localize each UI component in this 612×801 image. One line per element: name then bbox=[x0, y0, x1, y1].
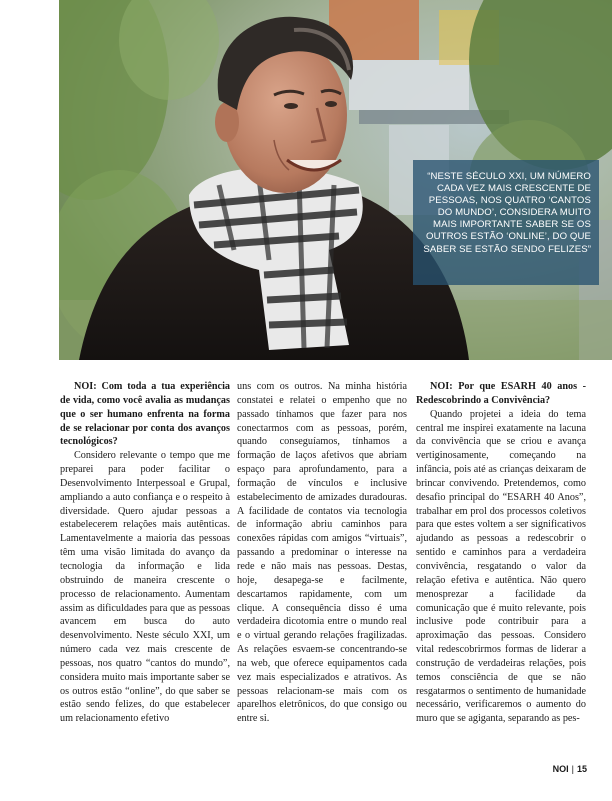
answer-1: Considero relevante o tempo que me preparei para poder facilitar o Desenvolvimento Interpessoal e Grupal, ampliando a auto confiança e o respeito à diversidade. Quero ajudar pessoas a estabelecerem relações mais autênticas. Lamentavelmente a maioria das pessoas têm uma visão limitada do avanço da tecnologia da informação e lida obstruindo de maneira crescente o processo de relacionamento. Aumentam assim as dificuldades para que as pessoas avancem em busca do auto desenvolvimento. Neste século XXI, um número cada vez mais crescente de pessoas, nos quatro “cantos do mundo”, considera muito mais importante saber se os outros estão “online”, do que saber se estão sendo felizes, do que estabelecer um relacionamento efetivo bbox=[60, 450, 230, 725]
answer-2: Quando projetei a ideia do tema central me inspirei exatamente na lacuna da convivência que se criou e avança vertiginosamente, começando na infância, pois até as crianças deixaram de brincar convivendo. Pretendemos, como desafio principal do “ESARH 40 Anos”, trabalhar em prol dos processos coletivos para que estes voltem a ser significativos ajudando as pessoas a redescobrir o sentido e caminhos para a verdadeira convivência, resgatando o valor da relação efetiva e autêntica. Não quero menosprezar a facilidade da comunicação que é muito relevante, pois inclusive pode contribuir para a aproximação das pessoas. Considero vital redescobrirmos formas de liderar a construção de verdadeiras relações, pois temos consciência de que se não resgatarmos o sentimento de humanidade necessário, verificaremos o aumento do muro que se agiganta, separando as pes- bbox=[416, 408, 586, 725]
column-1 bbox=[60, 380, 230, 726]
question-2: NOI: Por que ESARH 40 anos - Redescobrindo a Convivência? bbox=[416, 381, 586, 406]
feature-photo bbox=[59, 0, 612, 360]
column-3 bbox=[416, 380, 586, 726]
answer-1-continued: uns com os outros. Na minha história constatei e relatei o empenho que no passado tínhamos que fazer para nos conectarmos com as pessoas, porém, quando conseguíamos, tínhamos a formação de laços afetivos que abriam espaço para aprofundamento, para a formação de vínculos e inclusive estabelecimento de amizades duradouras. A facilidade de contatos via tecnologia de informação abriu caminhos para conexões rápidas com amigos “virtuais”, passando a predominar o interesse na rede e não mais nas pessoas. Destas, hoje, desapega-se e facilmente, descartamos rapidamente, com um clique. A consequência disso é uma verdadeira dicotomia entre o mundo real e o virtual gerando relações fragilizadas. As relações esvaem-se concentrando-se na web, que oferece equipamentos cada vez mais especializados e atrativos. As pessoas relacionam-se mais com os aparelhos eletrônicos, do que consigo ou entre si. bbox=[237, 381, 407, 725]
pull-quote-box bbox=[413, 160, 599, 285]
column-2 bbox=[237, 380, 407, 726]
footer-separator: | bbox=[571, 764, 574, 774]
magazine-name: NOI bbox=[552, 764, 569, 774]
question-1: NOI: Com toda a tua experiência de vida, como você avalia as mudanças que o ser humano enfrenta na forma de se relacionar por conta dos avanços tecnológicos? bbox=[60, 381, 230, 448]
page-footer bbox=[553, 764, 587, 774]
pull-quote-text: “NESTE SÉCULO XXI, UM NÚMERO CADA VEZ MAIS CRESCENTE DE PESSOAS, NOS QUATRO ‘CANTOS DO MUNDO’, CONSIDERA MUITO MAIS IMPORTANTE SABER SE OS OUTROS ESTÃO ‘ONLINE’, DO QUE SABER SE ESTÃO SENDO FELIZES” bbox=[423, 171, 591, 255]
page-number: 15 bbox=[576, 764, 587, 774]
